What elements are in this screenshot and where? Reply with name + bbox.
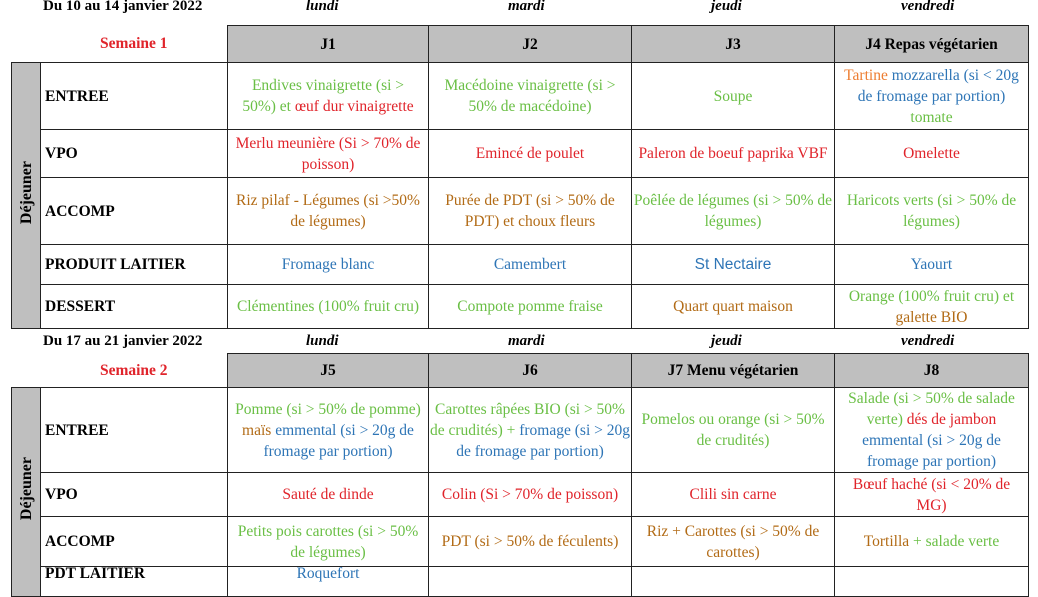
week2-day-vendredi: vendredi [901,333,955,349]
cat-produit-laitier: PRODUIT LAITIER [41,245,228,285]
w2-laitier-j7 [632,567,835,597]
w1-accomp-j1: Riz pilaf - Légumes (si >50% de légumes) [228,178,429,245]
w2-accomp-j5: Petits pois carottes (si > 50% de légumes) [228,517,429,567]
w1-dessert-j2: Compote pomme fraise [429,285,632,329]
cat-entree-2: ENTREE [41,388,228,473]
week2-table [11,353,1029,597]
week1-date-bar [0,0,1038,18]
w1-entree-j3: Soupe [632,63,835,130]
cat-accomp-2: ACCOMP [41,517,228,567]
cat-vpo-2: VPO [41,473,228,517]
week2-day-jeudi: jeudi [711,333,742,349]
w1-entree-j1: Endives vinaigrette (si > 50%) et œuf dur vinaigrette [228,63,429,130]
cat-vpo: VPO [41,130,228,178]
week1-label: Semaine 1 [99,35,168,53]
w1-vpo-j4: Omelette [835,130,1029,178]
w2-entree-j7: Pomelos ou orange (si > 50% de crudités) [632,388,835,473]
col-j1: J1 [228,26,429,63]
col-j7: J7 Menu végétarien [632,354,835,388]
w1-laitier-j1: Fromage blanc [228,245,429,285]
week1-day-lundi: lundi [306,0,339,14]
col-j8: J8 [835,354,1029,388]
w1-laitier-j4: Yaourt [835,245,1029,285]
week1-dates: Du 10 au 14 janvier 2022 [43,0,203,14]
cat-accomp: ACCOMP [41,178,228,245]
w1-accomp-j2: Purée de PDT (si > 50% de PDT) et choux fleurs [429,178,632,245]
cat-entree: ENTREE [41,63,228,130]
w2-accomp-j6: PDT (si > 50% de féculents) [429,517,632,567]
w2-accomp-j7: Riz + Carottes (si > 50% de carottes) [632,517,835,567]
w1-accomp-j3: Poêlée de légumes (si > 50% de légumes) [632,178,835,245]
week2-label: Semaine 2 [99,361,168,379]
w2-vpo-j8: Bœuf haché (si < 20% de MG) [835,473,1029,517]
w2-laitier-j5: Roquefort [228,567,429,597]
w2-entree-j8: Salade (si > 50% de salade verte) dés de jambon emmental (si > 20g de fromage par portion) [835,388,1029,473]
week1-day-vendredi: vendredi [901,0,955,14]
w2-accomp-j8: Tortilla + salade verte [835,517,1029,567]
cat-dessert: DESSERT [41,285,228,329]
cat-pdt-laitier: PDT LAITIER [41,567,228,597]
week1-day-jeudi: jeudi [711,0,742,14]
week1-day-mardi: mardi [508,0,545,14]
week2-date-bar [0,333,1038,353]
w1-dessert-j3: Quart quart maison [632,285,835,329]
week1-side-label: Déjeuner [12,63,41,329]
w2-vpo-j6: Colin (Si > 70% de poisson) [429,473,632,517]
w1-vpo-j1: Merlu meunière (Si > 70% de poisson) [228,130,429,178]
col-j6: J6 [429,354,632,388]
w2-laitier-j6 [429,567,632,597]
week2-day-lundi: lundi [306,333,339,349]
w1-vpo-j2: Emincé de poulet [429,130,632,178]
w1-laitier-j2: Camembert [429,245,632,285]
w2-laitier-j8 [835,567,1029,597]
w1-entree-j4: Tartine mozzarella (si < 20g de fromage par portion) tomate [835,63,1029,130]
col-j2: J2 [429,26,632,63]
w2-vpo-j7: Clili sin carne [632,473,835,517]
w1-dessert-j1: Clémentines (100% fruit cru) [228,285,429,329]
week2-day-mardi: mardi [508,333,545,349]
w1-accomp-j4: Haricots verts (si > 50% de légumes) [835,178,1029,245]
week2-dates: Du 17 au 21 janvier 2022 [43,333,203,349]
w2-vpo-j5: Sauté de dinde [228,473,429,517]
week1-table [11,25,1029,329]
w2-entree-j5: Pomme (si > 50% de pomme) maïs emmental (si > 20g de fromage par portion) [228,388,429,473]
col-j5: J5 [228,354,429,388]
col-j4: J4 Repas végétarien [835,26,1029,63]
w1-dessert-j4: Orange (100% fruit cru) et galette BIO [835,285,1029,329]
col-j3: J3 [632,26,835,63]
week2-side-label: Déjeuner [12,388,41,597]
w2-entree-j6: Carottes râpées BIO (si > 50% de crudités) + fromage (si > 20g de fromage par portion) [429,388,632,473]
w1-laitier-j3: St Nectaire [632,245,835,285]
w1-vpo-j3: Paleron de boeuf paprika VBF [632,130,835,178]
w1-entree-j2: Macédoine vinaigrette (si > 50% de macédoine) [429,63,632,130]
